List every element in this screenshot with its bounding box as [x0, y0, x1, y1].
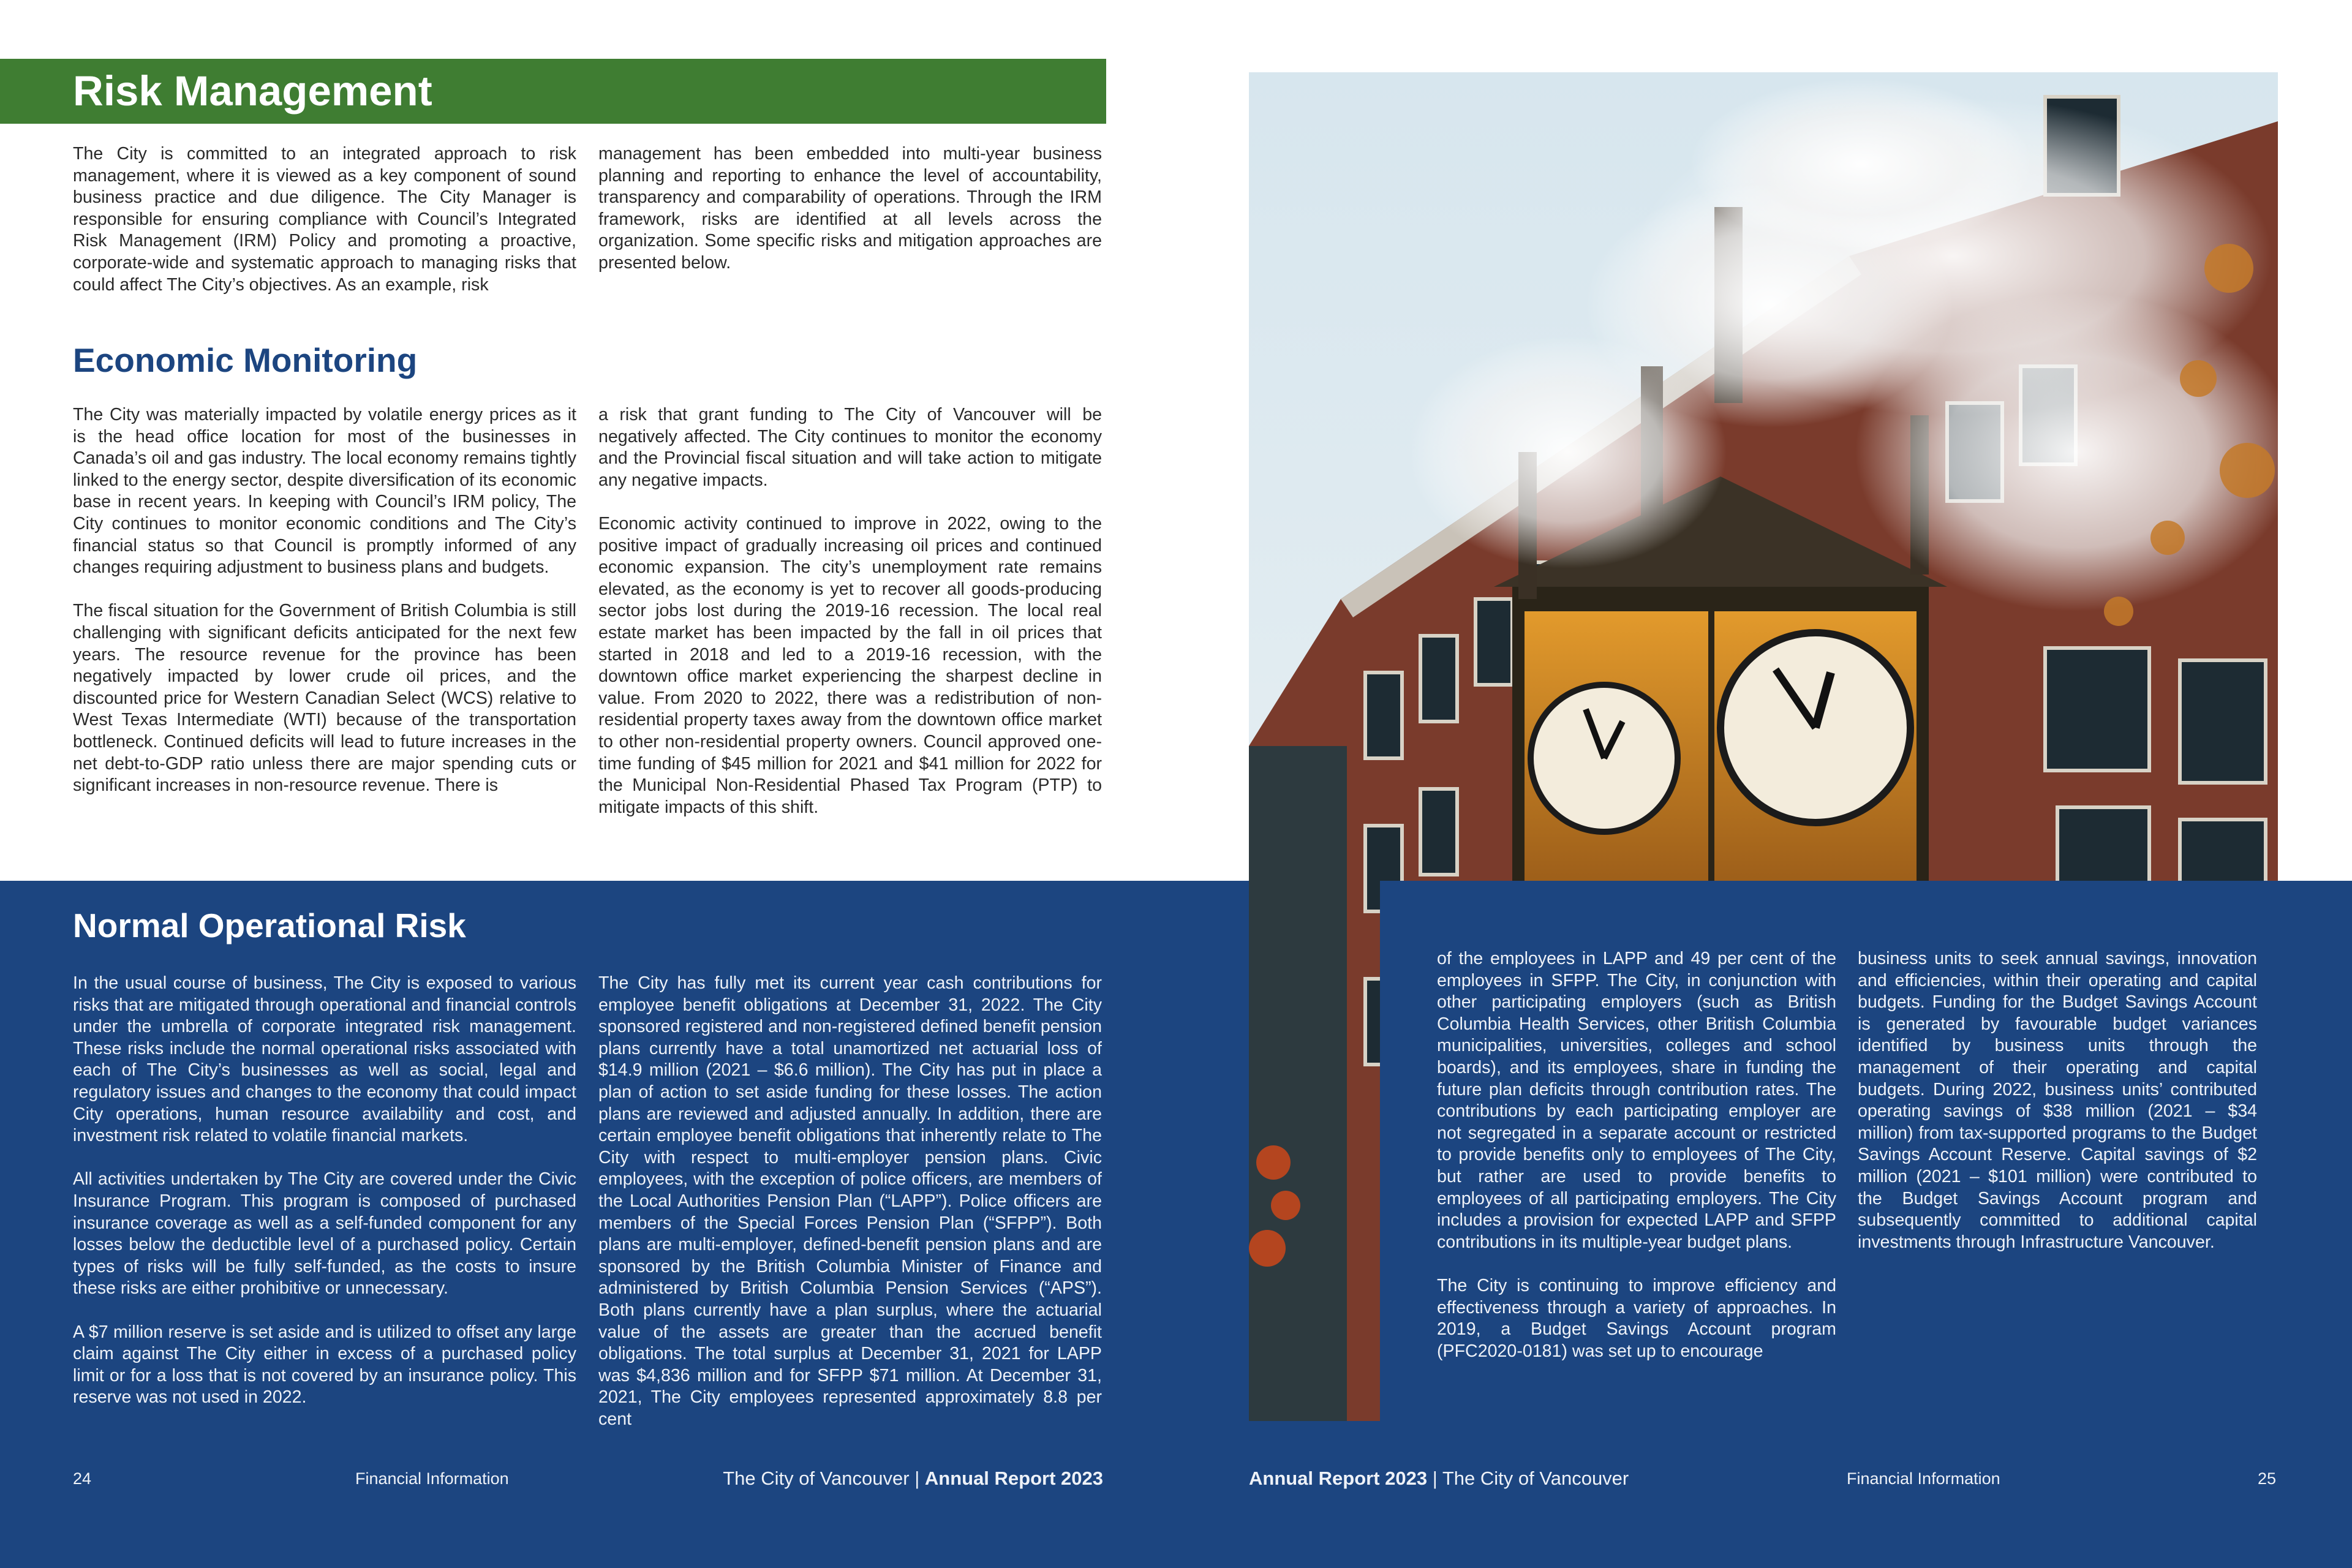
left-page-number: 24: [73, 1469, 92, 1488]
report-name: Annual Report 2023: [1249, 1468, 1428, 1489]
economic-monitoring-col2: [598, 404, 1102, 818]
left-footer-title: [723, 1468, 1103, 1490]
normal-operational-risk-title: Normal Operational Risk: [73, 907, 466, 944]
left-footer-section: Financial Information: [355, 1469, 509, 1488]
paragraph: The City has fully met its current year cash contributions for employee benefit obligations at December 31, 2022. The City sponsored registered and non-registered defined benefit pension plans currently have a total unamortized net actuarial loss of $14.9 million (2021 – $6.6 million). The City has put in place a plan of action to set aside funding for these losses. The action plans are reviewed and adjusted annually. In addition, there are certain employee benefit obligations that inherently relate to The City with respect to multi-employer pension plans. Civic employees, with the exception of police officers, are members of the Local Authorities Pension Plan (“LAPP”). Police officers are members of the Special Forces Pension Plan (“SFPP”). Both plans are multi-employer, defined-benefit pension plans and are sponsored by the British Columbia Minister of Finance and administered by British Columbia Pension Services (“APS”). Both plans currently have a plan surplus, where the actuarial value of the assets are greater than the accrued benefit obligations. The total surplus at December 31, 2021 for LAPP was $4,836 million and for SFPP $71 million. At December 31, 2021, The City employees represented approximately 8.8 per cent: [598, 973, 1102, 1429]
paragraph: management has been embedded into multi-year business planning and reporting to enhance the level of accountability, transparency and comparability of operations. Through the IRM framework, risks are identified at all levels across the organization. Some specific risks and mitigation approaches are presented below.: [598, 144, 1102, 273]
publisher-name: | The City of Vancouver: [1427, 1468, 1629, 1489]
economic-monitoring-title: Economic Monitoring: [73, 341, 418, 379]
paragraph: All activities undertaken by The City are covered under the Civic Insurance Program. This program is composed of purchased insurance coverage as well as a self-funded component for any losses below the deductible level of a purchased policy. Certain types of risks will be fully self-funded, as the costs to insure these risks are either prohibitive or unnecessary.: [73, 1169, 576, 1298]
right-page-number: 25: [2257, 1469, 2276, 1488]
right-page-col1: [1437, 948, 1836, 1362]
paragraph: A $7 million reserve is set aside and is utilized to offset any large claim against The City either in excess of a purchased policy limit or for a loss that is not covered by an insurance policy. This reserve was not used in 2022.: [73, 1322, 576, 1408]
risk-management-title: Risk Management: [73, 67, 432, 115]
economic-monitoring-col1: [73, 404, 576, 797]
paragraph: The City is continuing to improve efficiency and effectiveness through a variety of approaches. In 2019, a Budget Savings Account program (PFC2020-0181) was set up to encourage: [1437, 1275, 1836, 1361]
operational-risk-col2: [598, 973, 1102, 1430]
risk-management-col2: [598, 143, 1102, 274]
right-footer-title: [1249, 1468, 1629, 1490]
paragraph: The City is committed to an integrated approach to risk management, where it is viewed as a key component of sound business practice and due diligence. The City Manager is responsible for ensuring compliance with Council’s Integrated Risk Management (IRM) Policy and promoting a proactive, corporate-wide and systematic approach to managing risks that could affect The City’s objectives. As an example, risk: [73, 144, 576, 295]
risk-management-col1: [73, 143, 576, 296]
paragraph: The City was materially impacted by volatile energy prices as it is the head office location for most of the businesses in Canada’s oil and gas industry. The local economy remains tightly linked to the energy sector, despite diversification of its economic base in recent years. In keeping with Council’s IRM policy, The City continues to monitor economic conditions and The City’s financial status so that Council is promptly informed of any changes requiring adjustment to business plans and budgets.: [73, 405, 576, 578]
paragraph: Economic activity continued to improve in 2022, owing to the positive impact of gradually increasing oil prices and continued economic expansion. The city’s unemployment rate remains elevated, as the economy is yet to recover all goods-producing sector jobs lost during the 2019-16 recession. The local real estate market has been impacted by the fall in oil prices that started in 2018 and led to a 2019-16 recession, with the downtown office market experiencing the sharpest decline in value. From 2020 to 2022, there was a redistribution of non-residential property taxes away from the downtown office market to other non-residential property owners. Council approved one-time funding of $45 million for 2021 and $41 million for 2022 for the Municipal Non-Residential Phased Tax Program (PTP) to mitigate impacts of this shift.: [598, 513, 1102, 817]
publisher-name: The City of Vancouver |: [723, 1468, 925, 1489]
report-name: Annual Report 2023: [924, 1468, 1103, 1489]
paragraph: business units to seek annual savings, innovation and efficiencies, within their operating and capital budgets. Funding for the Budget Savings Account is generated by favourable budget variances identified by business units through the management of their operating and capital budgets. During 2022, business units’ contributed operating savings of $38 million (2021 – $34 million) from tax-supported programs to the Budget Savings Account Reserve. Capital savings of $2 million (2021 – $101 million) were contributed to the Budget Savings Account program and subsequently committed to additional capital investments through Infrastructure Vancouver.: [1858, 949, 2257, 1252]
paragraph: of the employees in LAPP and 49 per cent of the employees in SFPP. The City, in conjunction with other participating employers (such as British Columbia Health Services, other British Columbia municipalities, universities, colleges and school boards), and its employees, share in funding the future plan deficits through contribution rates. The contributions by each participating employer are not segregated in a separate account or restricted to provide benefits only to employees of The City, but rather are used to provide benefits to employees of all participating employers. The City includes a provision for expected LAPP and SFPP contributions in its multiple-year budget plans.: [1437, 949, 1836, 1252]
paragraph: The fiscal situation for the Government of British Columbia is still challenging with significant deficits anticipated for the next few years. The resource revenue for the province has been negatively impacted by lower crude oil prices, and the discounted price for Western Canadian Select (WCS) relative to West Texas Intermediate (WTI) because of the transportation bottleneck. Continued deficits will lead to future increases in the net debt-to-GDP ratio unless there are major spending cuts or significant increases in non-resource revenue. There is: [73, 601, 576, 796]
paragraph: a risk that grant funding to The City of Vancouver will be negatively affected. The City continues to monitor the economy and the Provincial fiscal situation and will take action to mitigate any negative impacts.: [598, 405, 1102, 490]
operational-risk-col1: [73, 973, 576, 1409]
paragraph: In the usual course of business, The City is exposed to various risks that are mitigated through operational and financial controls under the umbrella of corporate integrated risk management. These risks include the normal operational risks associated with each of The City’s businesses as well as social, legal and regulatory issues and changes to the economy that could impact City operations, human resource availability and cost, and investment risk related to volatile financial markets.: [73, 973, 576, 1146]
right-footer-section: Financial Information: [1847, 1469, 2000, 1488]
right-page-col2: [1858, 948, 2257, 1253]
